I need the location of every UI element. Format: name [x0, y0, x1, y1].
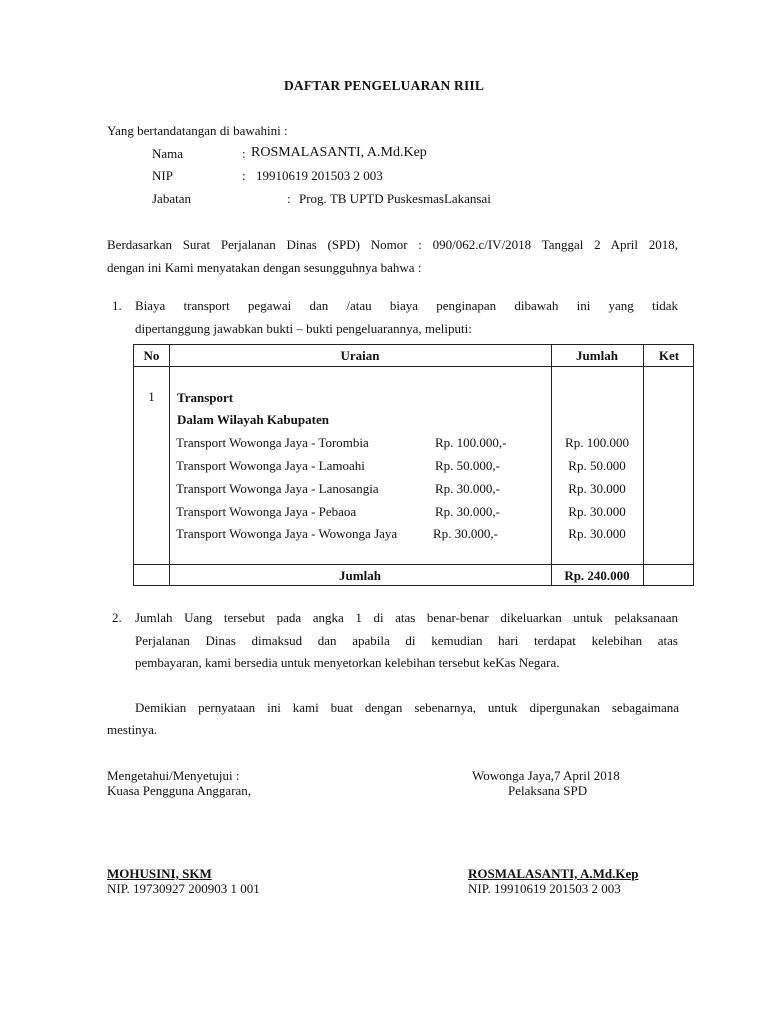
item-price: Rp. 100.000,- — [435, 435, 507, 450]
executor-role: Pelaksana SPD — [508, 783, 588, 798]
row-number: 1 — [148, 389, 155, 404]
closing-line-1: Demikian pernyataan ini kami buat dengan sebenarnya, untuk dipergunakan sebagaimana — [135, 700, 679, 715]
name-separator: : — [242, 146, 246, 161]
item-price: Rp. 50.000,- — [435, 458, 500, 473]
executor-name: ROSMALASANTI, A.Md.Kep — [468, 866, 639, 881]
point-2-line-2: Perjalanan Dinas dimaksud dan apabila di kemudian hari terdapat kelebihan atas — [135, 633, 678, 648]
item-amount: Rp. 30.000 — [568, 481, 626, 496]
table-column-divider — [169, 345, 170, 585]
table-column-divider — [643, 345, 644, 585]
item-price: Rp. 30.000,- — [435, 504, 500, 519]
point-1-number: 1. — [112, 298, 122, 313]
header-ket: Ket — [658, 348, 680, 363]
nip-label: NIP — [152, 168, 173, 183]
header-no: No — [143, 348, 160, 363]
position-value: Prog. TB UPTD PuskesmasLakansai — [299, 191, 491, 206]
approver-name: MOHUSINI, SKM — [107, 866, 212, 881]
point-1-line-2: dipertanggung jawabkan bukti – bukti pengeluarannya, meliputi: — [135, 321, 472, 336]
item-amount: Rp. 100.000 — [565, 435, 629, 450]
closing-line-2: mestinya. — [107, 722, 158, 737]
item-price: Rp. 30.000,- — [433, 526, 498, 541]
basis-line-1: Berdasarkan Surat Perjalanan Dinas (SPD) Nomor : 090/062.c/IV/2018 Tanggal 2 April 2018, — [107, 237, 678, 252]
table-total-divider — [134, 564, 693, 565]
approver-nip: NIP. 19730927 200903 1 001 — [107, 881, 260, 896]
point-2-line-3: pembayaran, kami bersedia untuk menyetorkan kelebihan tersebut keKas Negara. — [135, 655, 560, 670]
position-separator: : — [287, 191, 291, 206]
expense-table — [133, 344, 694, 586]
nip-separator: : — [242, 168, 246, 183]
item-description: Transport Wowonga Jaya - Torombia — [176, 435, 369, 450]
executor-nip: NIP. 19910619 201503 2 003 — [468, 881, 621, 896]
approver-role: Kuasa Pengguna Anggaran, — [107, 783, 252, 798]
item-description: Transport Wowonga Jaya - Lanosangia — [176, 481, 379, 496]
position-label: Jabatan — [152, 191, 191, 206]
intro-text: Yang bertandatangan di bawahini : — [107, 123, 288, 138]
basis-line-2: dengan ini Kami menyatakan dengan sesungguhnya bahwa : — [107, 260, 422, 275]
name-label: Nama — [152, 146, 184, 161]
total-label: Jumlah — [339, 568, 381, 583]
point-1-line-1: Biaya transport pegawai dan /atau biaya penginapan dibawah ini yang tidak — [135, 298, 678, 313]
item-price: Rp. 30.000,- — [435, 481, 500, 496]
point-2-number: 2. — [112, 610, 122, 625]
category-heading: Transport — [177, 390, 234, 405]
item-description: Transport Wowonga Jaya - Lamoahi — [176, 458, 365, 473]
point-2-line-1: Jumlah Uang tersebut pada angka 1 di atas benar-benar dikeluarkan untuk pelaksanaan — [135, 610, 678, 625]
header-uraian: Uraian — [340, 348, 380, 363]
place-date: Wowonga Jaya,7 April 2018 — [472, 768, 620, 783]
nip-value: 19910619 201503 2 003 — [256, 168, 383, 183]
item-description: Transport Wowonga Jaya - Pebaoa — [176, 504, 357, 519]
document-title: DAFTAR PENGELUARAN RIIL — [283, 78, 485, 93]
name-value: ROSMALASANTI, A.Md.Kep — [251, 145, 427, 160]
table-header-divider — [134, 366, 693, 367]
header-jumlah: Jumlah — [576, 348, 618, 363]
item-amount: Rp. 30.000 — [568, 504, 626, 519]
approval-label: Mengetahui/Menyetujui : — [107, 768, 240, 783]
total-value: Rp. 240.000 — [564, 568, 630, 583]
item-amount: Rp. 50.000 — [568, 458, 626, 473]
subcategory-heading: Dalam Wilayah Kabupaten — [177, 412, 329, 427]
item-description: Transport Wowonga Jaya - Wowonga Jaya — [176, 526, 398, 541]
item-amount: Rp. 30.000 — [568, 526, 626, 541]
